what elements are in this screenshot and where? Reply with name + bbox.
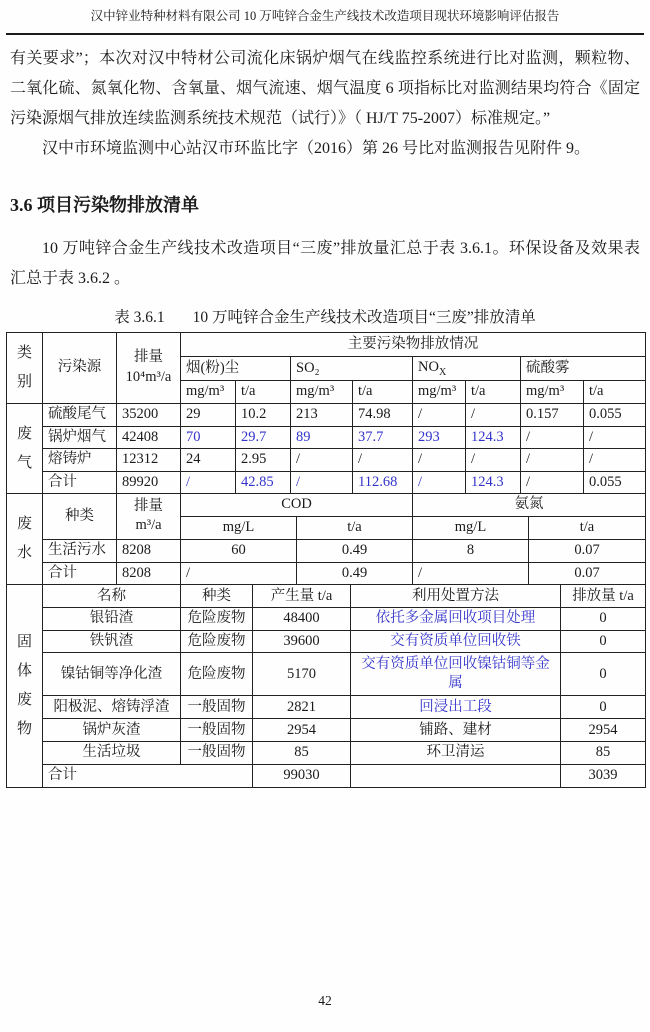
table-cell: 112.68 xyxy=(353,471,413,494)
table-cell: / xyxy=(521,449,584,472)
table-cell: 2954 xyxy=(253,719,351,742)
table-cell: / xyxy=(466,403,521,426)
table-caption-title: 10 万吨锌合金生产线技术改造项目“三废”排放清单 xyxy=(192,309,536,326)
table-cell: 名称 xyxy=(43,585,181,608)
table-cell: 镍钴铜等净化渣 xyxy=(43,653,181,696)
table-cell xyxy=(7,403,43,493)
table-cell: 48400 xyxy=(253,608,351,631)
table-cell: 危险废物 xyxy=(181,653,253,696)
table-cell: 种类 xyxy=(181,585,253,608)
table-cell: 环卫清运 xyxy=(351,742,561,765)
table-cell: 85 xyxy=(561,742,646,765)
table-cell: 213 xyxy=(291,403,353,426)
table-cell: COD xyxy=(181,494,413,517)
table-cell: t/a xyxy=(236,381,291,404)
waste-gas-table xyxy=(6,332,646,494)
table-cell: 硫酸尾气 xyxy=(43,403,117,426)
paragraph-monitoring-result: 有关要求”；本次对汉中特材公司流化床锅炉烟气在线监控系统进行比对监测，颗粒物、二氧化硫、氮氧化物、含氧量、烟气流速、烟气温度 6 项指标比对监测结果均符合《固定污染源烟气排放连续监测系统技术规范（试行）》（ HJ/T 75-2007）标准规定。” xyxy=(10,50,640,127)
table-cell: 29 xyxy=(181,403,236,426)
table-cell: / xyxy=(584,449,646,472)
table-cell: 一般固物 xyxy=(181,719,253,742)
emissions-table xyxy=(6,332,645,788)
table-cell: 2.95 xyxy=(236,449,291,472)
table-cell: / xyxy=(521,426,584,449)
table-cell: 主要污染物排放情况 xyxy=(181,333,646,357)
table-cell: / xyxy=(413,562,529,585)
table-cell: 35200 xyxy=(117,403,181,426)
table-cell: / xyxy=(413,471,466,494)
table-cell: 0 xyxy=(561,653,646,696)
table-cell: 42408 xyxy=(117,426,181,449)
table-cell: 生活污水 xyxy=(43,539,117,562)
table-cell: / xyxy=(291,471,353,494)
table-cell: 0.49 xyxy=(297,539,413,562)
table-cell: / xyxy=(353,449,413,472)
table-cell: 42.85 xyxy=(236,471,291,494)
table-cell: 70 xyxy=(181,426,236,449)
table-cell: 阳极泥、熔铸浮渣 xyxy=(43,696,181,719)
category-vertical-label: 类别 xyxy=(16,344,32,390)
table-cell: 89920 xyxy=(117,471,181,494)
table-cell: 99030 xyxy=(253,765,351,788)
table-cell xyxy=(7,333,43,404)
table-cell xyxy=(7,585,43,787)
table-caption xyxy=(10,306,640,330)
table-cell: / xyxy=(413,449,466,472)
table-cell: 60 xyxy=(181,539,297,562)
table-cell: 熔铸炉 xyxy=(43,449,117,472)
table-cell: / xyxy=(181,471,236,494)
table-cell: mg/m³ xyxy=(181,381,236,404)
solid-waste-table xyxy=(6,584,646,787)
category-vertical-label: 废水 xyxy=(16,516,32,562)
table-cell: 合计 xyxy=(43,562,117,585)
table-cell: mg/L xyxy=(413,517,529,540)
table-cell: 10.2 xyxy=(236,403,291,426)
table-caption-label: 表 3.6.1 xyxy=(114,309,165,326)
table-cell: / xyxy=(181,562,297,585)
table-cell: 124.3 xyxy=(466,426,521,449)
table-cell: 0.07 xyxy=(529,562,646,585)
table-cell: 89 xyxy=(291,426,353,449)
table-cell: 一般固物 xyxy=(181,742,253,765)
paragraph-report-reference: 汉中市环境监测中心站汉市环监比字（2016）第 26 号比对监测报告见附件 9。 xyxy=(42,140,591,157)
table-cell: 铺路、建材 xyxy=(351,719,561,742)
table-cell: SO₂ xyxy=(291,357,413,381)
document-body xyxy=(10,44,640,330)
table-cell: 产生量 t/a xyxy=(253,585,351,608)
table-cell: 危险废物 xyxy=(181,608,253,631)
table-cell: / xyxy=(291,449,353,472)
table-cell: t/a xyxy=(584,381,646,404)
table-cell: 危险废物 xyxy=(181,630,253,653)
table-cell: t/a xyxy=(353,381,413,404)
table-cell: mg/L xyxy=(181,517,297,540)
table-cell: / xyxy=(413,403,466,426)
table-cell: 39600 xyxy=(253,630,351,653)
table-cell: 种类 xyxy=(43,494,117,540)
table-cell: 交有资质单位回收镍钴铜等金属 xyxy=(351,653,561,696)
table-cell: 污染源 xyxy=(43,333,117,404)
table-cell: 依托多金属回收项目处理 xyxy=(351,608,561,631)
table-cell: 8208 xyxy=(117,562,181,585)
table-cell: 合计 xyxy=(43,471,117,494)
table-cell: 0.055 xyxy=(584,403,646,426)
table-cell: mg/m³ xyxy=(521,381,584,404)
table-cell: 2954 xyxy=(561,719,646,742)
table-cell xyxy=(7,494,43,585)
table-cell: mg/m³ xyxy=(291,381,353,404)
table-cell: 0 xyxy=(561,696,646,719)
table-cell: 85 xyxy=(253,742,351,765)
table-cell: 排量 m³/a xyxy=(117,494,181,540)
table-cell: 24 xyxy=(181,449,236,472)
table-cell: t/a xyxy=(297,517,413,540)
table-cell: 氨氮 xyxy=(413,494,646,517)
table-cell: 0 xyxy=(561,630,646,653)
table-cell: 利用处置方法 xyxy=(351,585,561,608)
table-cell: $NO_X$ xyxy=(413,357,521,381)
table-cell: 回浸出工段 xyxy=(351,696,561,719)
table-cell: 0 xyxy=(561,608,646,631)
table-cell: 5170 xyxy=(253,653,351,696)
table-cell: 生活垃圾 xyxy=(43,742,181,765)
table-cell: t/a xyxy=(529,517,646,540)
paragraph-table-intro: 10 万吨锌合金生产线技术改造项目“三废”排放量汇总于表 3.6.1。环保设备及效果表汇总于表 3.6.2 。 xyxy=(10,240,640,287)
table-cell: 烟(粉)尘 xyxy=(181,357,291,381)
table-cell: 124.3 xyxy=(466,471,521,494)
table-cell: 合计 xyxy=(43,765,253,788)
page-number: 42 xyxy=(318,993,332,1008)
table-cell: 交有资质单位回收铁 xyxy=(351,630,561,653)
table-cell: 74.98 xyxy=(353,403,413,426)
table-cell: 铁钒渣 xyxy=(43,630,181,653)
table-cell: / xyxy=(466,449,521,472)
table-cell: 29.7 xyxy=(236,426,291,449)
table-cell: 8 xyxy=(413,539,529,562)
table-cell: 37.7 xyxy=(353,426,413,449)
page-header-title: 汉中锌业特种材料有限公司 10 万吨锌合金生产线技术改造项目现状环境影响评估报告 xyxy=(6,6,644,35)
table-cell: 锅炉灰渣 xyxy=(43,719,181,742)
table-cell: 2821 xyxy=(253,696,351,719)
waste-water-table xyxy=(6,493,646,585)
table-cell: 0.07 xyxy=(529,539,646,562)
table-cell: mg/m³ xyxy=(413,381,466,404)
table-cell: 硫酸雾 xyxy=(521,357,646,381)
table-cell: t/a xyxy=(466,381,521,404)
table-cell xyxy=(351,765,561,788)
table-cell: 0.157 xyxy=(521,403,584,426)
table-cell: / xyxy=(521,471,584,494)
table-cell: 一般固物 xyxy=(181,696,253,719)
table-cell: 排量 10⁴m³/a xyxy=(117,333,181,404)
table-cell: 银铅渣 xyxy=(43,608,181,631)
table-cell: / xyxy=(584,426,646,449)
table-cell: 8208 xyxy=(117,539,181,562)
section-heading-3-6: 3.6 项目污染物排放清单 xyxy=(10,195,199,215)
table-cell: 0.055 xyxy=(584,471,646,494)
table-cell: 293 xyxy=(413,426,466,449)
table-cell: 3039 xyxy=(561,765,646,788)
table-cell: 锅炉烟气 xyxy=(43,426,117,449)
category-vertical-label: 废气 xyxy=(16,425,32,471)
table-cell: 0.49 xyxy=(297,562,413,585)
table-cell: 12312 xyxy=(117,449,181,472)
category-vertical-label: 固体废物 xyxy=(16,633,32,737)
table-cell: 排放量 t/a xyxy=(561,585,646,608)
